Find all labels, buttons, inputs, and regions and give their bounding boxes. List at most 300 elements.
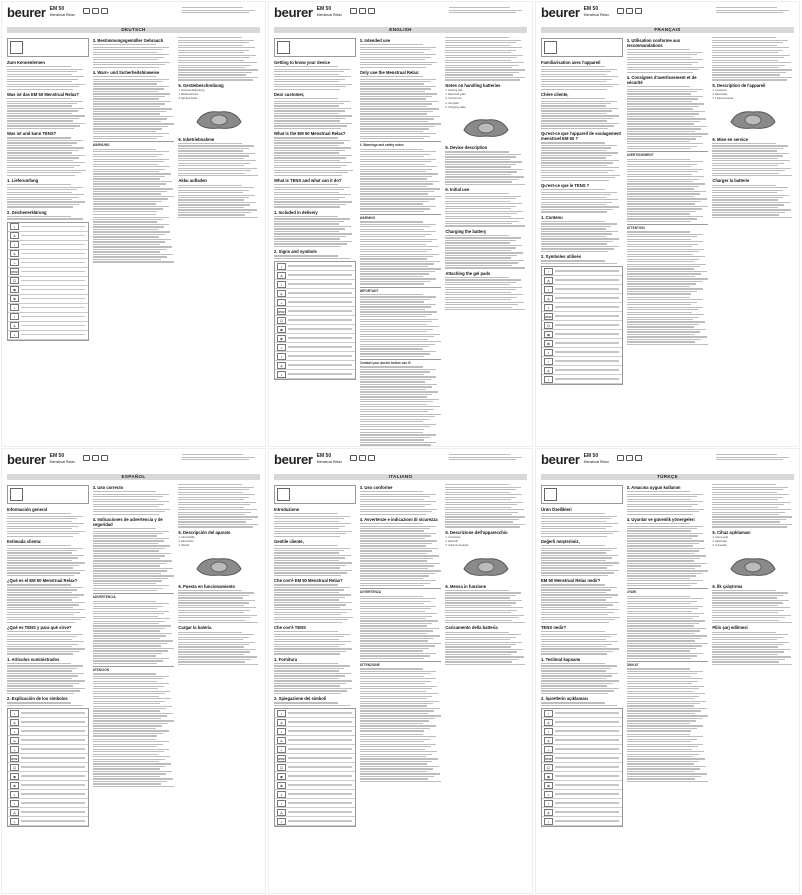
text-line: [7, 587, 83, 588]
text-line: [627, 678, 704, 679]
text-line: [627, 312, 692, 313]
text-line: [360, 773, 440, 774]
text-line: [627, 643, 708, 644]
text-line: [360, 384, 438, 385]
text-line: [178, 148, 248, 149]
text-line: [360, 126, 435, 127]
text-line: [21, 253, 85, 254]
text-line: [360, 713, 429, 714]
column-2: [360, 36, 442, 446]
text-line: [274, 147, 351, 148]
page-header: [274, 453, 527, 473]
text-line: [7, 531, 85, 532]
text-line: [274, 79, 345, 80]
text-line: [627, 136, 702, 137]
text-line: [21, 325, 85, 326]
text-line: [541, 531, 619, 532]
text-line: [93, 754, 158, 755]
text-block: [712, 632, 794, 666]
text-line: [360, 138, 425, 139]
text-line: [555, 288, 619, 289]
text-line: [541, 683, 613, 684]
text-block: [541, 584, 623, 623]
text-line: [360, 93, 438, 94]
text-block: [274, 216, 356, 247]
symbols-row: [8, 799, 88, 808]
text-line: [541, 86, 613, 87]
text-line: [274, 218, 350, 219]
section-heading: 3. Uso conforme: [359, 485, 393, 490]
text-line: [274, 152, 339, 153]
symbols-row: [542, 375, 622, 384]
text-line: [93, 178, 160, 179]
section-heading: Cargar la batería: [178, 625, 212, 631]
text-line: [445, 279, 521, 280]
text-line: [178, 168, 256, 169]
text-line: [445, 634, 521, 635]
text-line: [93, 749, 170, 750]
text-line: [555, 360, 619, 361]
text-line: [274, 614, 341, 615]
text-line: [541, 680, 619, 681]
text-line: [541, 587, 617, 588]
text-line: [445, 223, 512, 224]
symbol-icon: IP22: [11, 756, 18, 761]
text-line: [274, 545, 338, 546]
section-heading: ¿Qué es el EM 50 Menstrual Relax?: [7, 578, 78, 584]
text-line: [7, 197, 78, 198]
text-line: [360, 396, 427, 397]
symbols-table: [274, 261, 356, 380]
text-line: [7, 602, 85, 603]
text-line: [541, 584, 605, 585]
warning-heading: ATTENZIONE: [360, 661, 442, 667]
text-line: [178, 212, 251, 213]
text-line: [712, 612, 778, 613]
text-line: [627, 288, 703, 289]
part-label: 1. Isıtma pedi: [712, 535, 728, 539]
text-block: [274, 631, 356, 655]
text-line: [627, 583, 697, 584]
text-line: [93, 613, 164, 614]
text-line: [712, 163, 784, 164]
text-line: [627, 164, 697, 165]
text-line: [360, 754, 432, 755]
text-line: [627, 744, 704, 745]
symbol-icon: i: [544, 376, 553, 383]
text-block: [274, 545, 356, 576]
text-line: [93, 573, 162, 574]
text-line: [445, 245, 522, 246]
text-line: [712, 190, 782, 191]
text-block: [93, 491, 175, 515]
text-line: [627, 499, 692, 500]
text-line: [274, 155, 352, 156]
text-block: [178, 484, 260, 528]
text-line: [360, 136, 430, 137]
text-line: [360, 211, 425, 212]
text-line: [445, 597, 510, 598]
text-line: [178, 52, 243, 53]
model-name: EM 50: [583, 453, 599, 459]
text-line: [93, 783, 162, 784]
text-line: [627, 676, 692, 677]
text-line: [712, 212, 785, 213]
text-line: [712, 40, 788, 41]
model-subtitle: Menstrual Relax: [316, 460, 342, 464]
text-line: [93, 686, 164, 687]
text-line: [360, 246, 438, 247]
text-line: [360, 321, 433, 322]
text-line: [541, 533, 613, 534]
text-line: [7, 79, 78, 80]
text-line: [178, 187, 254, 188]
text-line: [360, 67, 426, 68]
certification-mark-icon: [92, 455, 99, 461]
parts-list: [178, 536, 260, 548]
text-line: [360, 723, 424, 724]
section-heading: 2. Explicación de los símbolos: [7, 696, 68, 702]
text-block: [541, 545, 623, 576]
symbol-icon: !: [544, 358, 553, 365]
text-line: [445, 50, 516, 51]
text-line: [7, 550, 77, 551]
text-line: [178, 615, 256, 616]
text-block: [712, 185, 794, 219]
text-line: [7, 199, 72, 200]
text-line: [360, 116, 440, 117]
symbols-table: [541, 708, 623, 827]
text-line: [541, 665, 617, 666]
text-line: [7, 572, 80, 573]
text-line: [7, 631, 71, 632]
text-line: [93, 259, 162, 260]
text-line: [178, 507, 244, 508]
part-label: 2. Elettrodi: [445, 540, 458, 544]
text-line: [93, 196, 174, 197]
text-line: [274, 548, 350, 549]
text-line: [93, 499, 158, 500]
text-line: [360, 188, 440, 189]
text-line: [360, 399, 439, 400]
model-label: [317, 453, 342, 465]
text-line: [274, 258, 350, 259]
text-line: [627, 203, 696, 204]
text-line: [445, 193, 509, 194]
text-block: [274, 184, 356, 208]
text-line: [274, 101, 350, 102]
text-line: [712, 192, 777, 193]
text-line: [627, 329, 706, 330]
text-line: [627, 543, 699, 544]
text-line: [445, 156, 515, 157]
text-block: [7, 184, 89, 208]
certification-marks: [617, 8, 642, 14]
text-line: [445, 79, 519, 80]
symbols-row: [275, 718, 355, 727]
text-line: [93, 623, 159, 624]
text-line: [627, 131, 696, 132]
text-line: [360, 258, 428, 259]
text-line: [93, 650, 168, 651]
text-line: [627, 128, 701, 129]
text-line: [360, 234, 431, 235]
text-line: [288, 337, 352, 338]
text-line: [627, 739, 697, 740]
text-line: [274, 602, 352, 603]
symbol-icon: !: [10, 800, 19, 807]
text-line: [627, 553, 694, 554]
text-line: [712, 158, 777, 159]
text-line: [541, 120, 607, 121]
text-line: [274, 651, 346, 652]
text-line: [7, 599, 72, 600]
text-line: [627, 710, 701, 711]
text-block: [7, 702, 89, 706]
text-line: [274, 175, 342, 176]
text-line: [93, 131, 157, 132]
text-line: [712, 592, 788, 593]
symbols-row: [8, 232, 88, 241]
text-line: [7, 123, 85, 124]
text-line: [555, 766, 619, 767]
text-line: [541, 263, 617, 264]
text-line: [7, 162, 85, 163]
text-line: [7, 66, 71, 67]
book-icon: [10, 488, 23, 501]
text-line: [178, 617, 251, 618]
text-line: [627, 578, 691, 579]
text-line: [93, 159, 170, 160]
text-line: [93, 154, 163, 155]
text-line: [445, 42, 515, 43]
text-line: [627, 98, 698, 99]
text-line: [21, 298, 85, 299]
text-line: [445, 225, 524, 226]
column-1: [274, 36, 356, 446]
symbol-icon: i: [277, 281, 286, 288]
text-line: [93, 698, 171, 699]
text-line: [360, 406, 440, 407]
text-line: [360, 96, 432, 97]
text-line: [274, 226, 351, 227]
text-line: [627, 331, 701, 332]
text-line: [360, 159, 437, 160]
text-line: [627, 751, 705, 752]
text-line: [627, 653, 703, 654]
text-line: [445, 605, 510, 606]
text-line: [93, 171, 159, 172]
text-line: [712, 524, 792, 525]
text-line: [274, 678, 339, 679]
text-line: [627, 613, 705, 614]
section-heading: Pilin şarj edilmesi: [712, 625, 748, 631]
text-line: [274, 110, 345, 111]
text-line: [93, 543, 158, 544]
symbol-icon: ⚠: [277, 809, 286, 816]
text-line: [93, 203, 157, 204]
text-line: [360, 506, 425, 507]
text-line: [712, 661, 779, 662]
text-line: [7, 89, 73, 90]
text-line: [541, 702, 605, 703]
text-line: [274, 236, 346, 237]
text-line: [182, 454, 243, 455]
text-line: [360, 326, 439, 327]
text-line: [360, 744, 437, 745]
text-line: [7, 108, 84, 109]
text-line: [712, 37, 776, 38]
section-heading: EM 50 Menstrual Relax nedir?: [541, 578, 601, 584]
text-line: [360, 356, 425, 357]
text-line: [541, 668, 611, 669]
text-line: [178, 192, 243, 193]
symbols-row: [542, 321, 622, 330]
text-line: [178, 656, 256, 657]
text-line: [93, 133, 169, 134]
text-line: [360, 314, 432, 315]
text-line: [627, 249, 705, 250]
text-line: [541, 76, 618, 77]
manufacturer-address: [182, 6, 260, 15]
text-line: [541, 180, 609, 181]
text-line: [360, 710, 434, 711]
text-line: [274, 562, 352, 563]
text-line: [93, 111, 167, 112]
symbol-icon: i: [277, 728, 286, 735]
text-line: [7, 584, 71, 585]
text-line: [360, 348, 424, 349]
text-line: [445, 206, 516, 207]
text-line: [445, 487, 521, 488]
text-line: [360, 231, 437, 232]
text-line: [716, 457, 789, 458]
text-line: [7, 646, 72, 647]
text-block: [360, 366, 442, 429]
text-line: [445, 235, 509, 236]
symbols-row: [275, 745, 355, 754]
text-line: [93, 575, 174, 576]
section-heading: ¿Qué es TENS y para qué sirve?: [7, 624, 72, 630]
text-line: [360, 676, 425, 677]
text-line: [93, 696, 159, 697]
text-line: [627, 113, 700, 114]
text-line: [274, 683, 346, 684]
section-heading: 3. Amacına uygun kullanım: [626, 485, 681, 490]
text-line: [360, 341, 441, 342]
text-line: [360, 113, 428, 114]
text-line: [445, 74, 513, 75]
text-line: [541, 251, 608, 252]
text-line: [274, 668, 344, 669]
text-line: [555, 820, 619, 821]
text-line: [627, 278, 708, 279]
text-line: [274, 599, 339, 600]
symbols-row: [542, 745, 622, 754]
text-block: [445, 151, 527, 185]
text-line: [445, 617, 518, 618]
language-bar: FRANÇAIS: [541, 27, 794, 33]
text-line: [7, 619, 81, 620]
text-line: [178, 40, 254, 41]
symbol-icon: ⌁: [10, 259, 19, 266]
text-line: [360, 196, 441, 197]
symbols-row: [8, 745, 88, 754]
text-line: [288, 802, 352, 803]
text-line: [712, 175, 791, 176]
text-line: [274, 665, 350, 666]
text-line: [360, 57, 431, 58]
text-line: [541, 118, 613, 119]
text-line: [93, 635, 167, 636]
symbol-icon: i: [10, 728, 19, 735]
column-1: [7, 483, 89, 893]
symbols-row: [542, 348, 622, 357]
text-line: [712, 62, 790, 63]
symbol-icon: i: [544, 728, 553, 735]
text-line: [7, 157, 79, 158]
symbols-row: [275, 799, 355, 808]
text-line: [712, 50, 783, 51]
text-line: [449, 454, 510, 455]
text-line: [360, 758, 438, 759]
text-line: [712, 659, 785, 660]
text-line: [274, 66, 338, 67]
text-line: [360, 426, 430, 427]
symbols-row: [8, 250, 88, 259]
section-heading: 2. Signs and symbols: [274, 249, 317, 255]
text-line: [360, 432, 424, 433]
text-line: [541, 177, 615, 178]
text-line: [445, 262, 518, 263]
model-label: [584, 6, 609, 18]
text-block: [712, 37, 794, 81]
text-line: [445, 654, 511, 655]
text-line: [93, 688, 158, 689]
manufacturer-address: [449, 453, 527, 462]
text-line: [449, 12, 516, 13]
symbol-icon: ⊠: [277, 773, 286, 780]
text-line: [360, 208, 430, 209]
text-line: [7, 76, 84, 77]
certification-mark-icon: [359, 455, 366, 461]
text-line: [93, 261, 174, 262]
text-line: [627, 103, 705, 104]
text-line: [93, 59, 158, 60]
text-line: [7, 567, 73, 568]
text-line: [93, 181, 172, 182]
text-line: [555, 811, 619, 812]
text-line: [627, 133, 708, 134]
symbols-row: [542, 754, 622, 763]
text-line: [627, 254, 693, 255]
text-line: [274, 612, 347, 613]
text-line: [360, 725, 436, 726]
text-line: [178, 649, 256, 650]
symbols-row: [542, 366, 622, 375]
text-line: [274, 594, 351, 595]
text-line: [627, 625, 694, 626]
text-line: [555, 297, 619, 298]
text-line: [93, 501, 170, 502]
text-line: [274, 71, 344, 72]
text-line: [712, 646, 777, 647]
symbols-row: [8, 268, 88, 277]
text-line: [178, 165, 244, 166]
symbol-icon: ≈: [544, 349, 553, 356]
symbols-row: [275, 370, 355, 379]
symbol-icon: !: [277, 800, 286, 807]
